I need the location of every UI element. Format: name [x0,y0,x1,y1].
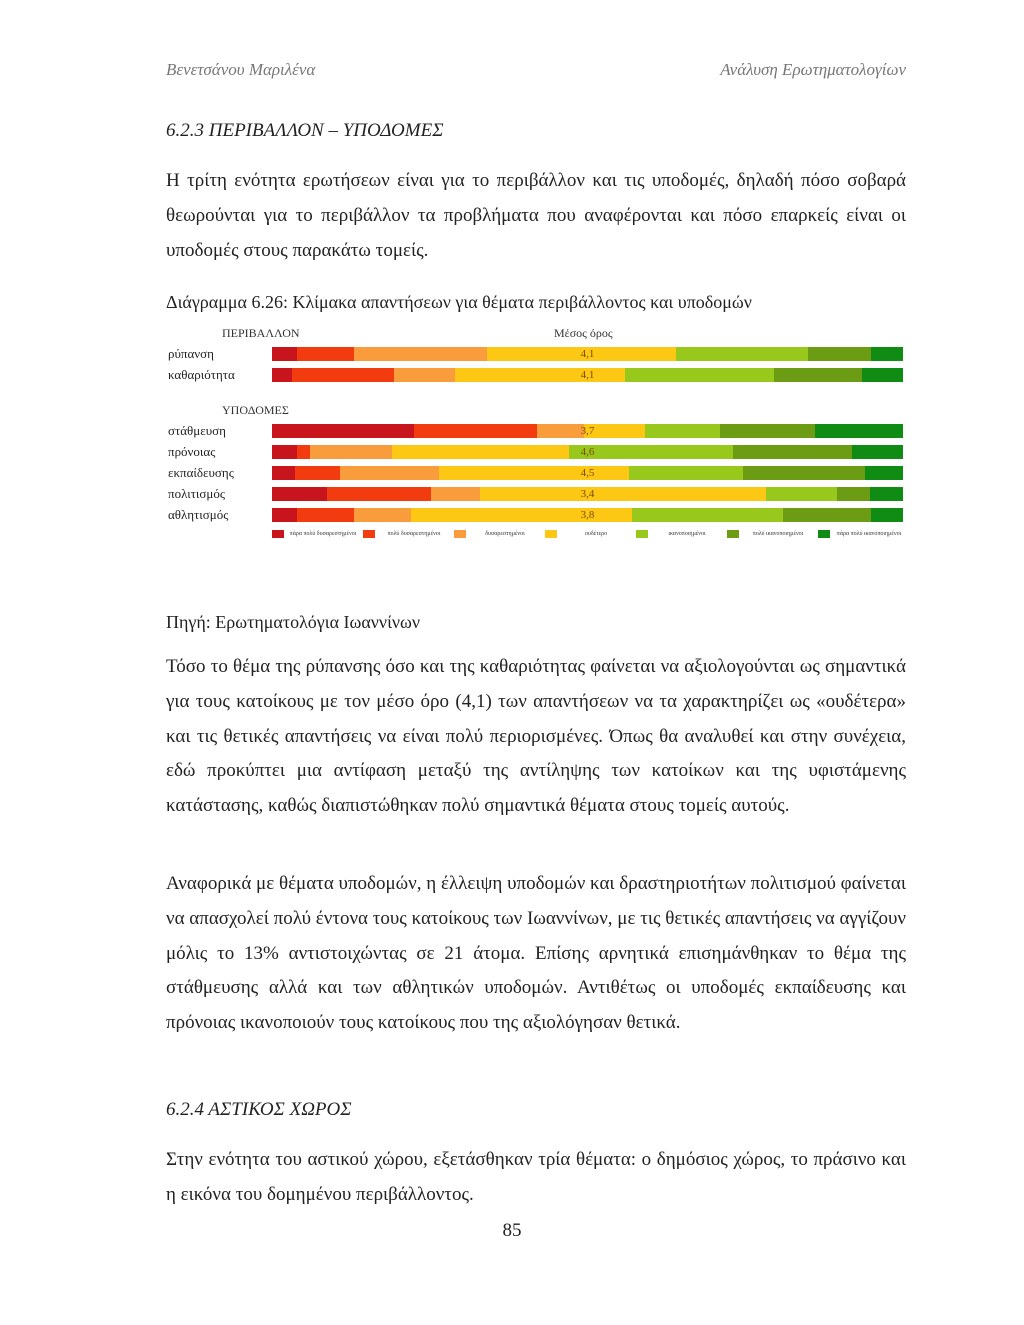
stacked-bar [272,445,903,459]
mean-header: Μέσος όρος [554,326,613,340]
bar-segment [852,445,902,459]
bar-segment [870,487,903,501]
bar-segment [480,487,765,501]
row-label: πρόνοιας [168,444,216,459]
paragraph-intro: Η τρίτη ενότητα ερωτήσεων είναι για το περιβάλλον και τις υποδομές, δηλαδή πόσο σοβαρά θεωρούνται για το περιβάλλον τα προβλήματα που αναφέρονται και πόσο επαρκείς είναι οι υποδομές στους παρακάτω τομείς. [166,170,906,261]
legend-label: πολύ δυσαρεστημένοι [387,531,441,537]
bar-segment [871,508,903,522]
bar-segment [837,487,870,501]
bar-segment [431,487,480,501]
bar-segment [865,466,903,480]
row-label: πολιτισμός [168,486,226,501]
figure-source: Πηγή: Ερωτηματολόγια Ιωαννίνων [166,612,421,632]
bar-segment [272,466,295,480]
stacked-bar [272,508,903,522]
bar-segment [645,424,720,438]
mean-value-label: 4,5 [580,467,595,479]
bar-segment [676,347,809,361]
legend-label: ουδέτερο [584,531,608,537]
bar-segment [411,508,632,522]
row-label: στάθμευση [168,423,226,438]
bar-segment [414,424,536,438]
mean-value-label: 4,6 [580,446,595,458]
mean-value-label: 3,7 [580,425,595,437]
mean-value-label: 3,8 [580,509,595,521]
bar-segment [392,445,569,459]
bar-segment [733,445,853,459]
bar-segment [310,445,392,459]
bar-segment [766,487,837,501]
header-author: Βενετσάνου Μαριλένα [166,60,316,79]
bar-segment [297,347,354,361]
bar-segment [774,368,862,382]
bar-segment [354,508,411,522]
bar-segment [808,347,871,361]
figure-caption: Διάγραμμα 6.26: Κλίμακα απαντήσεων για θέματα περιβάλλοντος και υποδομών [166,292,752,312]
bar-segment [354,347,487,361]
bar-segment [455,368,625,382]
group-label-infrastructure: ΥΠΟΔΟΜΕΣ [222,403,289,417]
bar-segment [297,445,310,459]
section-heading-urban-space: 6.2.4 ΑΣΤΙΚΟΣ ΧΩΡΟΣ [166,1099,352,1120]
stacked-bar-chart [166,322,911,552]
legend-label: πάρα πολύ ικανοποιημένοι [836,531,902,537]
stacked-bar [272,368,903,382]
bar-segment [340,466,439,480]
stacked-bar [272,466,903,480]
paragraph-urban-space: Στην ενότητα του αστικού χώρου, εξετάσθηκαν τρία θέματα: ο δημόσιος χώρος, το πράσινο και η εικόνα του δομημένου περιβάλλοντος. [166,1149,906,1205]
mean-value-label: 4,1 [580,348,595,360]
bar-segment [292,368,394,382]
mean-value-label: 4,1 [580,369,595,381]
bar-segment [272,508,297,522]
stacked-bar [272,347,903,361]
bar-segment [272,445,297,459]
legend-label: δυσαρεστημένοι [485,531,525,537]
bar-segment [272,368,292,382]
paragraph-pollution: Τόσο το θέμα της ρύπανσης όσο και της καθαριότητας φαίνεται να αξιολογούνται ως σημαντικά για τους κατοίκους με τον μέσο όρο (4,1) των απαντήσεων να τα χαρακτηρίζει ως «ουδέτερα» και τις θετικές απαντήσεις να είναι πολύ περιορισμένες. Όπως θα αναλυθεί και στην συνέχεια, εδώ προκύπτει μια αντίφαση μεταξύ της αντίληψης των κατοίκων και της υφιστάμενης κατάστασης, καθώς διαπιστώθηκαν πολύ σημαντικά θέματα στους τομείς αυτούς. [166,656,906,817]
group-label-environment: ΠΕΡΙΒΑΛΛΟΝ [222,326,300,340]
bar-segment [632,508,783,522]
bar-segment [625,368,774,382]
row-label: εκπαίδευσης [168,465,234,480]
bar-segment [537,424,584,438]
bar-segment [272,487,327,501]
bar-segment [295,466,341,480]
bar-segment [327,487,431,501]
bar-segment [743,466,865,480]
stacked-bar [272,487,903,501]
bar-segment [629,466,743,480]
row-label: αθλητισμός [168,507,229,522]
bar-segment [272,424,414,438]
stacked-bar [272,424,903,438]
running-header [166,60,906,84]
mean-value-label: 3,4 [580,488,595,500]
page-number: 85 [502,1220,522,1241]
paragraph-infrastructure: Αναφορικά με θέματα υποδομών, η έλλειψη υποδομών και δραστηριοτήτων πολιτισμού φαίνεται να απασχολεί πολύ έντονα τους κατοίκους των Ιωαννίνων, με τις θετικές απαντήσεις να αγγίζουν μόλις το 13% αντιστοιχώντας σε 21 άτομα. Επίσης αρνητικά επισημάνθηκαν το θέμα της στάθμευσης αλλά και των αθλητικών υποδομών. Αντιθέτως οι υποδομές εκπαίδευσης και πρόνοιας ικανοποιούν τους κατοίκους που της αξιολόγησαν θετικά. [166,873,906,1034]
legend-label: ικανοποιημένοι [668,531,706,537]
legend-label: πάρα πολύ δυσαρεστημένοι [289,531,357,537]
bar-segment [871,347,903,361]
header-chapter: Ανάλυση Ερωτηματολογίων [720,60,906,79]
row-label: καθαριότητα [168,367,235,382]
bar-segment [272,347,297,361]
bar-segment [783,508,871,522]
bar-segment [439,466,629,480]
bar-segment [297,508,354,522]
bar-segment [815,424,903,438]
section-heading-environment: 6.2.3 ΠΕΡΙΒΑΛΛΟΝ – ΥΠΟΔΟΜΕΣ [166,120,444,141]
bar-segment [394,368,455,382]
bar-segment [862,368,903,382]
bar-segment [720,424,815,438]
legend-label: πολύ ικανοποιημένοι [752,531,804,537]
row-label: ρύπανση [168,346,214,361]
